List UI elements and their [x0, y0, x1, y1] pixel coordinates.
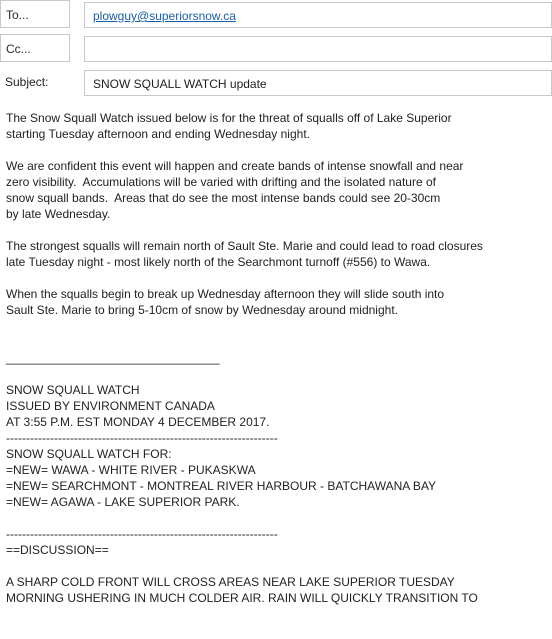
body-paragraph: The Snow Squall Watch issued below is for the threat of squalls off of Lake Superior starting Tuesday afternoon and ending Wednesday night. [6, 111, 452, 141]
to-field[interactable] [84, 2, 552, 28]
subject-field[interactable] [84, 70, 552, 96]
to-button[interactable] [0, 0, 70, 28]
body-paragraph: We are confident this event will happen and create bands of intense snowfall and near zero visibility. Accumulations will be varied with drifting and the isolated nature of snow squall bands. Areas that do see the most intense bands could see 20-30cm by late Wednesday. [6, 159, 464, 221]
cc-button[interactable] [0, 34, 70, 62]
issued-by: ISSUED BY ENVIRONMENT CANADA [6, 399, 215, 413]
dashed-rule: -------------------------------------------------------------------- [6, 527, 278, 541]
watch-title: SNOW SQUALL WATCH [6, 383, 140, 397]
discussion-line: A SHARP COLD FRONT WILL CROSS AREAS NEAR LAKE SUPERIOR TUESDAY [6, 575, 455, 589]
cc-field[interactable] [84, 36, 552, 62]
discussion-line: MORNING USHERING IN MUCH COLDER AIR. RAIN WILL QUICKLY TRANSITION TO [6, 591, 478, 605]
recipient-address[interactable]: plowguy@superiorsnow.ca [93, 9, 236, 23]
watch-for-label: SNOW SQUALL WATCH FOR: [6, 447, 172, 461]
watch-area: =NEW= SEARCHMONT - MONTREAL RIVER HARBOUR - BATCHAWANA BAY [6, 479, 437, 493]
subject-label: Subject: [5, 75, 49, 89]
message-body[interactable] [6, 110, 546, 606]
to-button-label: To... [6, 8, 29, 22]
body-paragraph: The strongest squalls will remain north of Sault Ste. Marie and could lead to road closures late Tuesday night - most likely north of the Searchmont turnoff (#556) to Wawa. [6, 239, 483, 269]
watch-area: =NEW= AGAWA - LAKE SUPERIOR PARK. [6, 495, 240, 509]
watch-area: =NEW= WAWA - WHITE RIVER - PUKASKWA [6, 463, 256, 477]
discussion-label: ==DISCUSSION== [6, 543, 109, 557]
dashed-rule: -------------------------------------------------------------------- [6, 431, 278, 445]
issued-at: AT 3:55 P.M. EST MONDAY 4 DECEMBER 2017. [6, 415, 270, 429]
cc-button-label: Cc... [6, 42, 31, 56]
body-paragraph: When the squalls begin to break up Wednesday afternoon they will slide south into Sault Ste. Marie to bring 5-10cm of snow by Wednesday around midnight. [6, 287, 445, 317]
subject-value: SNOW SQUALL WATCH update [93, 77, 267, 91]
separator-rule: ________________________________ [6, 351, 220, 365]
